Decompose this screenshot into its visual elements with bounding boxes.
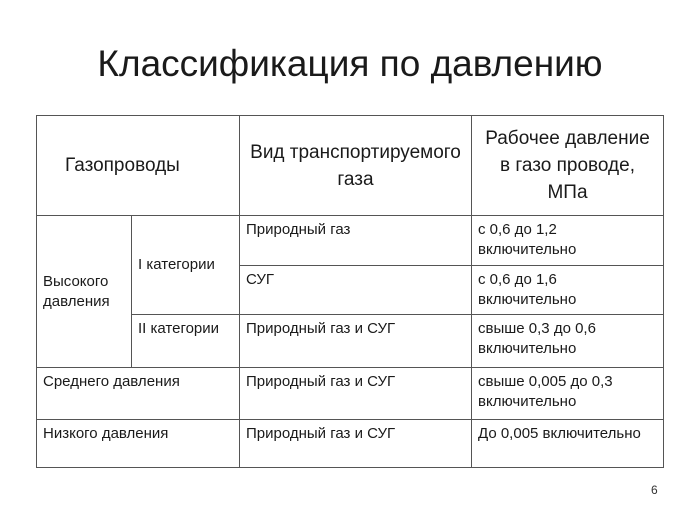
medium-pressure-label: Среднего давления — [37, 368, 240, 420]
pressure-cell: свыше 0,3 до 0,6 включительно — [472, 315, 664, 368]
low-pressure-label: Низкого давления — [37, 420, 240, 468]
gas-type-cell: Природный газ — [240, 216, 472, 266]
category-2-label: II категории — [132, 315, 240, 368]
category-1-label: I категории — [132, 216, 240, 315]
table-row — [37, 315, 664, 368]
high-pressure-label: Высокого давления — [37, 216, 132, 368]
pressure-cell: с 0,6 до 1,2 включительно — [472, 216, 664, 266]
gas-type-cell: Природный газ и СУГ — [240, 368, 472, 420]
table-row — [37, 368, 664, 420]
pressure-cell: свыше 0,005 до 0,3 включительно — [472, 368, 664, 420]
pressure-classification-table — [36, 115, 664, 468]
header-pipelines: Газопроводы — [37, 116, 240, 216]
header-pressure: Рабочее давление в газо проводе, МПа — [472, 116, 664, 216]
gas-type-cell: СУГ — [240, 266, 472, 315]
table-row — [37, 420, 664, 468]
table-row — [37, 216, 664, 266]
header-gas-type: Вид транспортируемого газа — [240, 116, 472, 216]
gas-type-cell: Природный газ и СУГ — [240, 315, 472, 368]
pressure-cell: с 0,6 до 1,6 включительно — [472, 266, 664, 315]
slide-title: Классификация по давлению — [97, 43, 603, 84]
pressure-cell: До 0,005 включительно — [472, 420, 664, 468]
slide-number: 6 — [651, 483, 658, 497]
gas-type-cell: Природный газ и СУГ — [240, 420, 472, 468]
header-row — [37, 116, 664, 216]
